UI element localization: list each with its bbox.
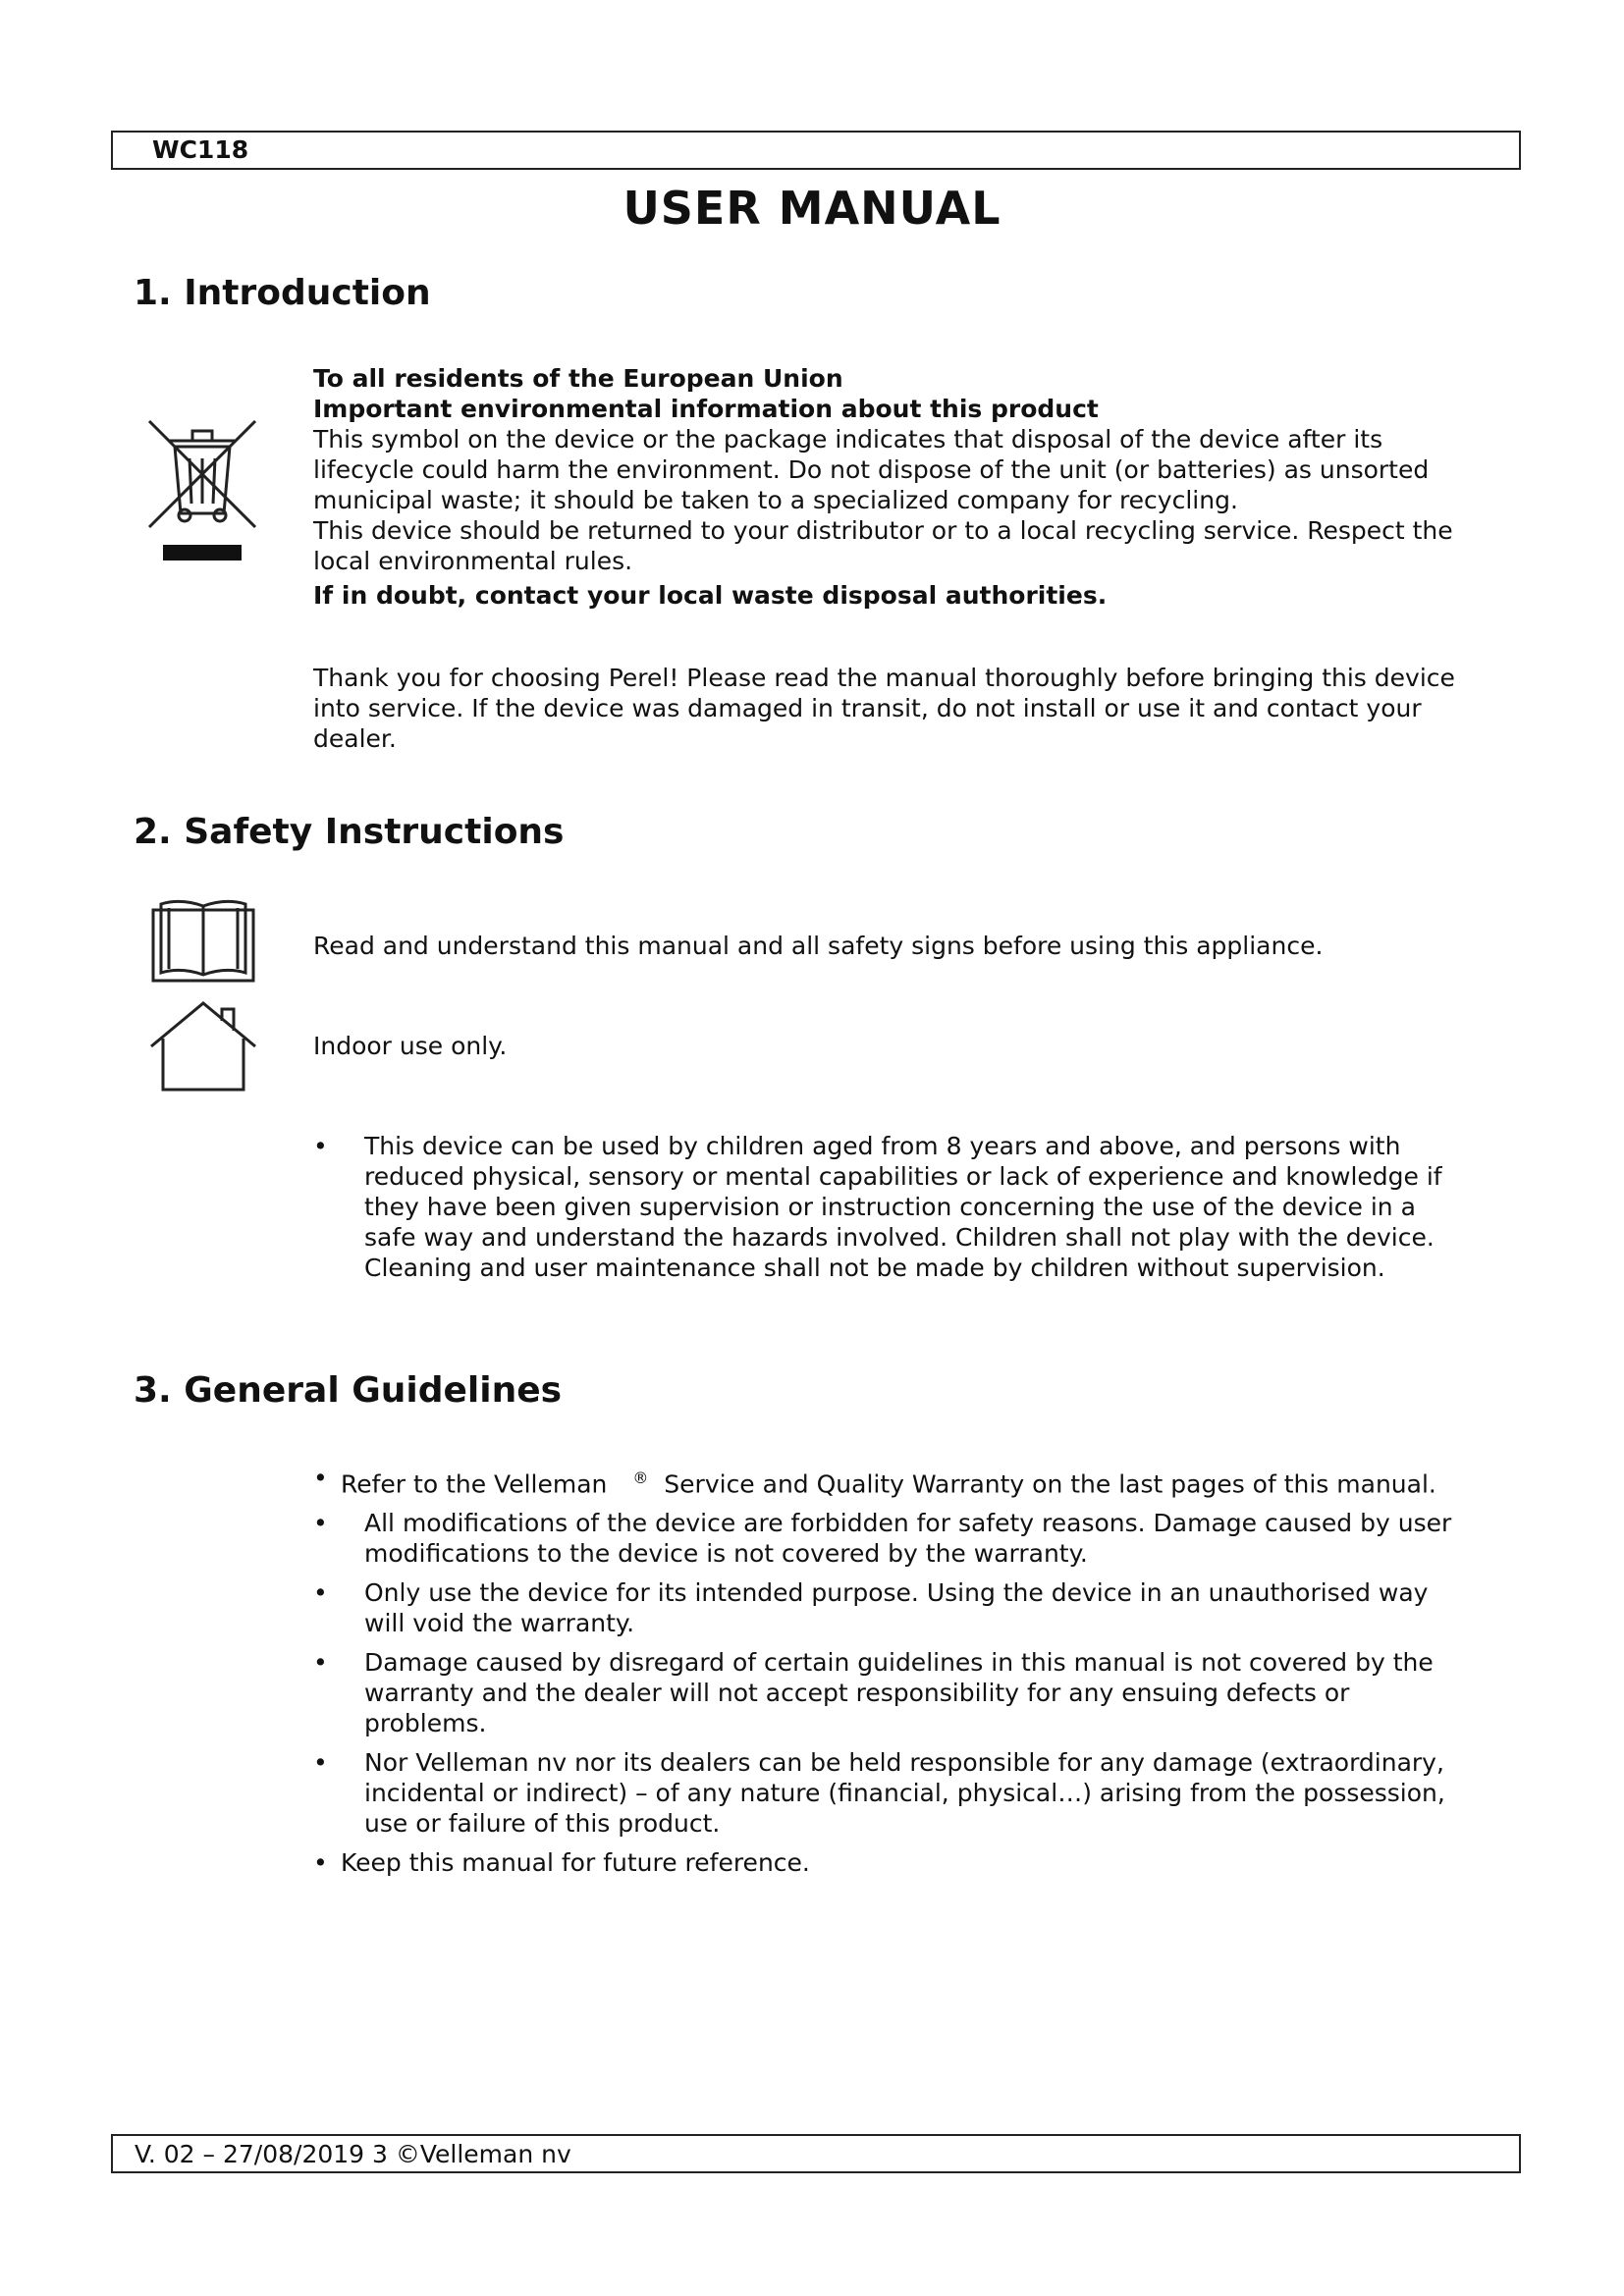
header-box (111, 131, 1521, 170)
thank-you-paragraph: Thank you for choosing Perel! Please read the manual thoroughly before bringing this device into service. If the device was damaged in transit, do not install or use it and contact your dealer. (313, 664, 1455, 753)
weee-crossed-bin-icon (145, 417, 259, 564)
indoor-house-icon (149, 1001, 257, 1092)
read-manual-book-icon (151, 898, 255, 983)
environmental-body-2: This device should be returned to your distributor or to a local recycling service. Respect the local environmental rules. (313, 516, 1453, 575)
guidelines-bullet-list (313, 1463, 1472, 1878)
model-number: WC118 (152, 135, 249, 164)
list-item: • Keep this manual for future reference. (313, 1847, 1472, 1878)
environmental-body-1: This symbol on the device or the package indicates that disposal of the device after its lifecycle could harm the environment. Do not dispose of the unit (or batteries) as unsorted municipal waste; it should be taken to a specialized company for recycling. (313, 425, 1430, 514)
environment-notice (313, 363, 1472, 611)
list-item (313, 1463, 1472, 1499)
list-item: • This device can be used by children aged from 8 years and above, and persons with reduced physical, sensory or mental capabilities or lack of experience and knowledge if they have been given supervision or instruction concerning the use of the device in a safe way and understand the hazards involved. Children shall not play with the device. Cleaning and user maintenance shall not be made by children without supervision. (313, 1131, 1472, 1283)
warranty-ref-pre: Refer to the Velleman (341, 1469, 608, 1499)
page-title: USER MANUAL (623, 182, 1001, 235)
footer-box (111, 2134, 1521, 2173)
safety-bullet-list (313, 1131, 1472, 1283)
footer-version: V. 02 – 27/08/2019 3 ©Velleman nv (135, 2140, 571, 2168)
warranty-ref-post: Service and Quality Warranty on the last pages of this manual. (664, 1469, 1436, 1499)
list-item: • Nor Velleman nv nor its dealers can be held responsible for any damage (extraordinary, incidental or indirect) – of any nature (financial, physical…) arising from the possession, use or failure of this product. (313, 1747, 1472, 1839)
list-item: • Damage caused by disregard of certain guidelines in this manual is not covered by the warranty and the dealer will not accept responsibility for any ensuing defects or problems. (313, 1647, 1472, 1738)
read-manual-text: Read and understand this manual and all safety signs before using this appliance. (313, 932, 1324, 960)
registered-mark: ® (632, 1468, 649, 1487)
section-title-safety: 2. Safety Instructions (134, 812, 565, 852)
environmental-info-heading: Important environmental information about this product (313, 395, 1099, 423)
indoor-use-text: Indoor use only. (313, 1032, 508, 1060)
list-item: • All modifications of the device are forbidden for safety reasons. Damage caused by user modifications to the device is not covered by the warranty. (313, 1508, 1472, 1569)
disposal-doubt-note: If in doubt, contact your local waste disposal authorities. (313, 581, 1108, 610)
section-title-introduction: 1. Introduction (134, 273, 431, 313)
section-title-general-guidelines: 3. General Guidelines (134, 1370, 563, 1411)
list-item: • Only use the device for its intended purpose. Using the device in an unauthorised way will void the warranty. (313, 1577, 1472, 1638)
eu-residents-heading: To all residents of the European Union (313, 364, 843, 393)
